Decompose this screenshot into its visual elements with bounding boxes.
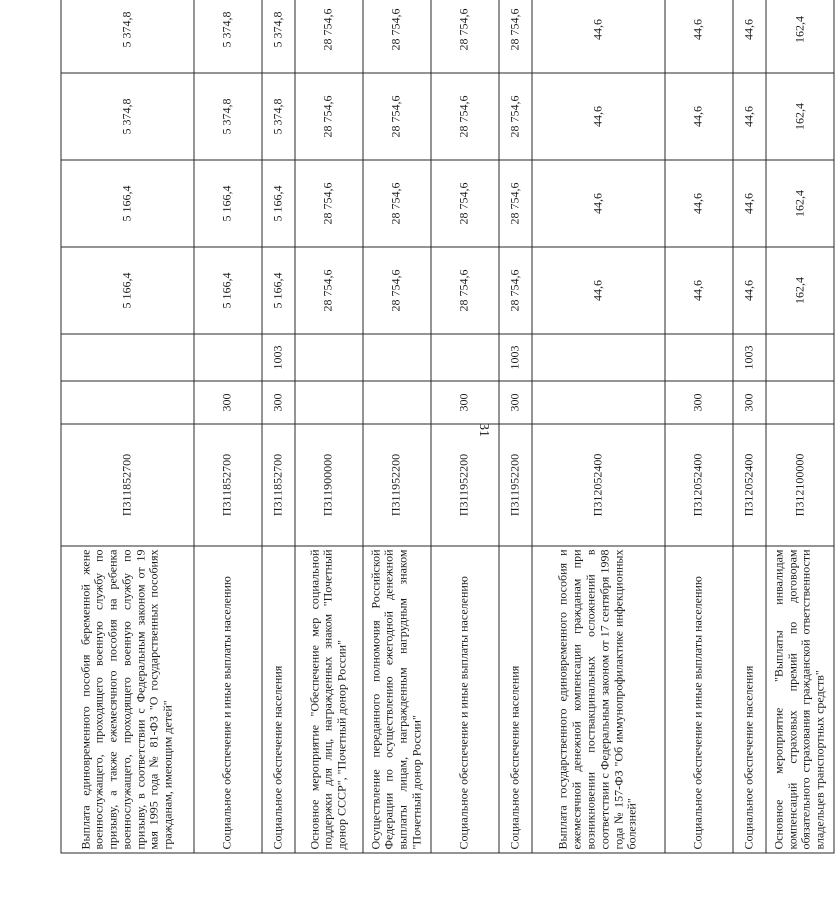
row-name-cell: Основное мероприятие "Обеспечение мер социальной поддержки для лиц, награжденных знаком "Почетный донор СССР", "Почетный донор России"	[295, 546, 363, 853]
document-page	[60, 8, 834, 854]
row-value-cell: 44,6	[665, 160, 733, 247]
table-row	[431, 0, 499, 853]
row-name-cell: Социальное обеспечение населения	[499, 546, 532, 853]
row-value-cell: 44,6	[532, 0, 665, 73]
row-value-cell: 44,6	[665, 73, 733, 160]
row-vr-cell: 300	[262, 381, 295, 424]
row-value-cell: 28 754,6	[363, 0, 431, 73]
row-value-cell: 28 754,6	[499, 73, 532, 160]
row-value-cell: 5 374,8	[262, 73, 295, 160]
row-name-cell: Осуществление переданного полномочия Российской Федерации по осуществлению ежегодной денежной выплаты лицам, награжденным нагрудным знаком "Почетный донор России"	[363, 546, 431, 853]
table-row	[499, 0, 532, 853]
row-value-cell: 28 754,6	[295, 0, 363, 73]
row-rz-cell: 1003	[733, 334, 766, 381]
table-row	[194, 0, 262, 853]
row-name-cell: Социальное обеспечение населения	[733, 546, 766, 853]
row-code-cell: П311900000	[295, 424, 363, 546]
row-value-cell: 44,6	[733, 0, 766, 73]
row-rz-cell	[363, 334, 431, 381]
row-vr-cell: 300	[499, 381, 532, 424]
row-value-cell: 44,6	[532, 73, 665, 160]
row-value-cell: 5 374,8	[262, 0, 295, 73]
row-value-cell: 28 754,6	[363, 247, 431, 334]
row-value-cell: 5 374,8	[194, 73, 262, 160]
page-number: 31	[476, 423, 491, 437]
row-rz-cell	[766, 334, 834, 381]
row-value-cell: 5 374,8	[194, 0, 262, 73]
row-value-cell: 5 166,4	[61, 247, 194, 334]
row-code-cell: П311952200	[363, 424, 431, 546]
row-vr-cell	[295, 381, 363, 424]
row-value-cell: 162,4	[766, 73, 834, 160]
row-code-cell: П311852700	[194, 424, 262, 546]
row-value-cell: 28 754,6	[431, 73, 499, 160]
row-value-cell: 44,6	[532, 160, 665, 247]
table-row	[766, 0, 834, 853]
row-rz-cell	[431, 334, 499, 381]
row-vr-cell: 300	[733, 381, 766, 424]
row-value-cell: 28 754,6	[295, 160, 363, 247]
row-value-cell: 28 754,6	[499, 247, 532, 334]
table-row	[733, 0, 766, 853]
row-value-cell: 44,6	[733, 160, 766, 247]
row-vr-cell	[61, 381, 194, 424]
row-rz-cell	[61, 334, 194, 381]
row-rz-cell: 1003	[499, 334, 532, 381]
row-vr-cell: 300	[665, 381, 733, 424]
row-name-cell: Выплата государственного единовременного пособия и ежемесячной денежной компенсации гражданам при возникновении поствакцинальных осложнений в соответствии с Федеральным законом от 17 сентября 1998 года № 157-ФЗ "Об иммунопрофилактике инфекционных болезней"	[532, 546, 665, 853]
row-value-cell: 28 754,6	[499, 160, 532, 247]
row-value-cell: 44,6	[665, 247, 733, 334]
row-value-cell: 28 754,6	[295, 247, 363, 334]
rotated-content	[61, 8, 835, 854]
row-code-cell: П311952200	[431, 424, 499, 546]
row-name-cell: Основное мероприятие "Выплаты инвалидам компенсаций страховых премий по договорам обязательного страхования гражданской ответственности владельцев транспортных средств"	[766, 546, 834, 853]
row-rz-cell	[295, 334, 363, 381]
row-code-cell: П311852700	[262, 424, 295, 546]
row-value-cell: 5 166,4	[262, 247, 295, 334]
row-value-cell: 44,6	[532, 247, 665, 334]
row-value-cell: 28 754,6	[295, 73, 363, 160]
table-row	[61, 0, 194, 853]
row-name-cell: Социальное обеспечение и иные выплаты населению	[665, 546, 733, 853]
row-name-cell: Социальное обеспечение населения	[262, 546, 295, 853]
row-vr-cell: 300	[194, 381, 262, 424]
row-value-cell: 28 754,6	[431, 247, 499, 334]
row-value-cell: 162,4	[766, 247, 834, 334]
row-value-cell: 28 754,6	[431, 0, 499, 73]
table-row	[262, 0, 295, 853]
budget-table	[61, 0, 835, 854]
row-vr-cell: 300	[431, 381, 499, 424]
row-value-cell: 5 374,8	[61, 0, 194, 73]
row-code-cell: П311952200	[499, 424, 532, 546]
row-code-cell: П311852700	[61, 424, 194, 546]
row-value-cell: 5 166,4	[194, 160, 262, 247]
row-value-cell: 162,4	[766, 0, 834, 73]
row-code-cell: П312052400	[665, 424, 733, 546]
row-value-cell: 5 166,4	[262, 160, 295, 247]
row-value-cell: 5 374,8	[61, 73, 194, 160]
row-vr-cell	[532, 381, 665, 424]
row-name-cell: Социальное обеспечение и иные выплаты населению	[431, 546, 499, 853]
row-value-cell: 28 754,6	[431, 160, 499, 247]
row-value-cell: 44,6	[733, 247, 766, 334]
row-value-cell: 44,6	[665, 0, 733, 73]
row-value-cell: 162,4	[766, 160, 834, 247]
row-name-cell: Выплата единовременного пособия беременной жене военнослужащего, проходящего военную службу по призыву, а также ежемесячного пособия на ребенка военнослужащего, проходящего военную службу по призыву, в соответствии с Федеральным законом от 19 мая 1995 года № 81-ФЗ "О государственных пособиях гражданам, имеющим детей"	[61, 546, 194, 853]
row-vr-cell	[363, 381, 431, 424]
row-value-cell: 44,6	[733, 73, 766, 160]
row-rz-cell	[532, 334, 665, 381]
row-rz-cell	[194, 334, 262, 381]
row-rz-cell: 1003	[262, 334, 295, 381]
row-code-cell: П312052400	[733, 424, 766, 546]
table-row	[363, 0, 431, 853]
row-value-cell: 28 754,6	[363, 160, 431, 247]
table-body	[61, 0, 834, 853]
row-code-cell: П312100000	[766, 424, 834, 546]
row-name-cell: Социальное обеспечение и иные выплаты населению	[194, 546, 262, 853]
table-row	[295, 0, 363, 853]
row-value-cell: 5 166,4	[194, 247, 262, 334]
row-code-cell: П312052400	[532, 424, 665, 546]
row-rz-cell	[665, 334, 733, 381]
row-value-cell: 28 754,6	[499, 0, 532, 73]
row-vr-cell	[766, 381, 834, 424]
row-value-cell: 28 754,6	[363, 73, 431, 160]
table-row	[665, 0, 733, 853]
row-value-cell: 5 166,4	[61, 160, 194, 247]
table-row	[532, 0, 665, 853]
